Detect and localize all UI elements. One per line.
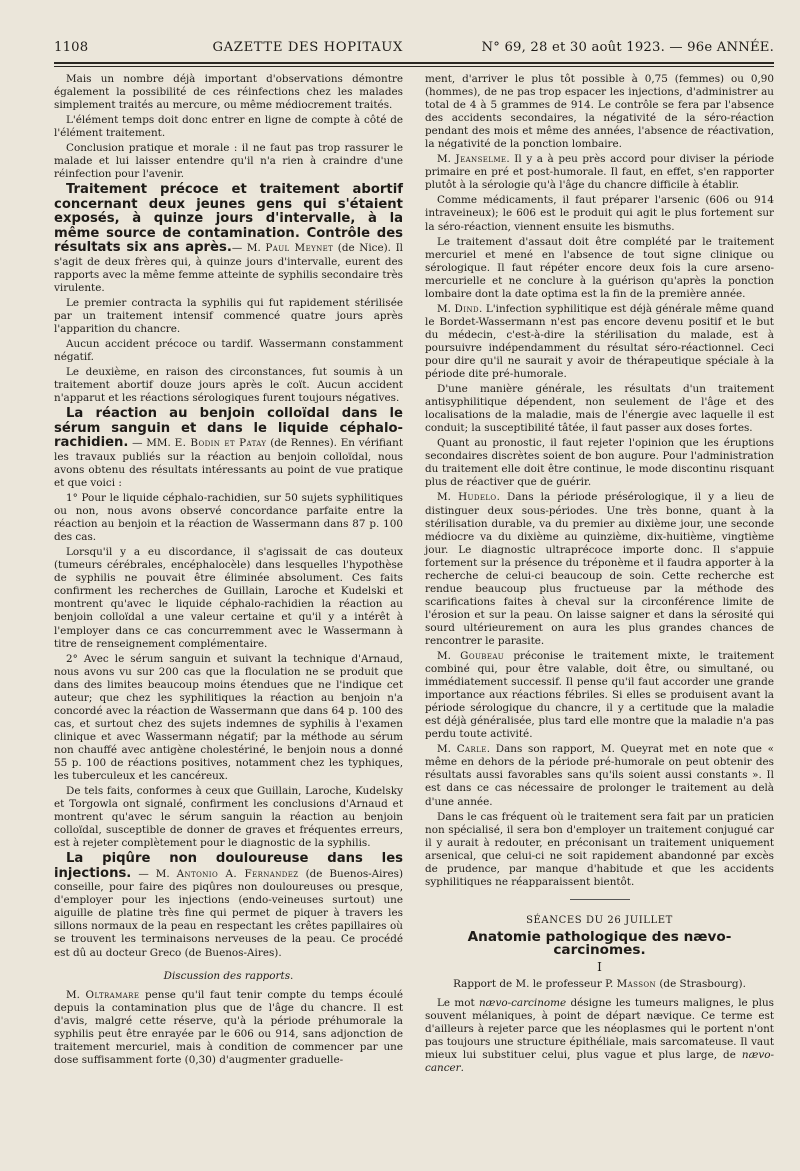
- author-prefix: M.: [437, 491, 459, 504]
- paragraph-text: .: [460, 1062, 464, 1075]
- author-name: Carle: [456, 743, 487, 756]
- paragraph: Le traitement d'assaut doit être complété par le traitement mercuriel et mené en l'absence de tout signe clinique ou sérologique. Il faut répéter encore deux fois la cure arseno-mercurielle et ne conclure à la guérison qu'après la ponction lombaire dont la date optima est la fin de la première année.: [425, 235, 774, 300]
- part-number: I: [597, 960, 602, 974]
- paragraph: [425, 153, 774, 192]
- paragraph-text: . L'infection syphilitique est déjà générale même quand le Bordet-Wassermann n'est pas encore devenu positif et le but du médecin, c'est-à-dire la stérilisation du malade, est à poursuivre indépendamment du résultat séro-réactionnel. Ceci pour dire qu'il ne saurait y avoir de thérapeutique spéciale à la période dite pré-humorale.: [425, 302, 775, 381]
- paragraph: Dans le cas fréquent où le traitement sera fait par un praticien non spécialisé, il sera bon d'employer un traitement conjugué car il y aurait à redouter, en préconisant un traitement uniquement arsenical, que celui-ci ne soit rapidement abandonné par excès de prudence, par manque d'habitude et que les accidents syphilitiques ne réapparaissent bientôt.: [425, 810, 774, 888]
- paragraph: Le premier contracta la syphilis qui fut rapidement stérilisée par un traitement intensif commencé quatre jours après l'apparition du chancre.: [54, 297, 403, 336]
- journal-title: GAZETTE DES HOPITAUX: [212, 40, 403, 55]
- page-header: [54, 40, 774, 56]
- paragraph: Comme médicaments, il faut préparer l'arsenic (606 ou 914 intraveineux); le 606 est le produit qui agit le plus fortement sur la séro-réaction, viennent ensuite les bismuths.: [425, 194, 774, 233]
- section-lead: (de Nice). Il s'agit de deux frères qui, à quinze jours d'intervalle, eurent des rapports avec la même femme atteinte de syphilis secondaire très virulente.: [54, 242, 403, 294]
- author-name: Jeanselme: [455, 153, 507, 166]
- author-prefix: M.: [437, 650, 461, 663]
- section-lead: (de Buenos-Aires) conseille, pour faire des piqûres non douloureuses ou presque, d'employer pour les injections (endo-veineuses surtout) une aiguille de platine très fine qui permet de piquer à travers les sillons normaux de la peau en respectant les crêtes papillaires où se trouvent les terminaisons nerveuses de la peau. Ce procédé est dû au docteur Greco (de Buenos-Aires).: [54, 867, 404, 959]
- author-prefix: — MM.: [128, 437, 175, 450]
- term: nævo-carcinome: [478, 997, 567, 1010]
- paragraph-text: Le mot: [437, 997, 479, 1010]
- paragraph-text: . Dans la période présérologique, il y a lieu de distinguer deux sous-périodes. Une très bonne, quant à la stérilisation durable, va du premier au dixième jour, une seconde médiocre va du dixième au quinzième, dix-huitième, vingtième jour. Le diagnostic ultraprécoce importe donc. Il s'appuie fortement sur la présence du tréponème et il faudra apporter à la recherche de celui-ci beaucoup de soin. Cette recherche est rendue beaucoup plus fructueuse par la méthode des scarifications faites à cheval sur la circonférence limite de l'érosion et sur la peau. On laisse saigner et dans la sérosité qui sourd ultérieurement on aura les plus grandes chances de rencontrer le parasite.: [425, 491, 774, 647]
- report-byline: [425, 978, 774, 991]
- paragraph: Le deuxième, en raison des circonstances, fut soumis à un traitement abortif douze jours après le coït. Aucun accident n'apparut et les réactions sérologiques furent toujours négatives.: [54, 366, 403, 405]
- section-benjoin-reaction: [54, 407, 403, 490]
- section-early-treatment: [54, 183, 403, 295]
- discussion-heading: Discussion des rapports.: [163, 969, 294, 982]
- section-lead: (de Rennes). En vérifiant les travaux publiés sur la réaction au benjoin colloïdal, nous avons obtenu des résultats intéressants au point de vue pratique et que voici :: [54, 437, 403, 489]
- author-name: E. Bodin et Patay: [174, 437, 267, 450]
- page-number: 1108: [54, 40, 89, 55]
- section-title: Traitement précoce et traitement abortif concernant deux jeunes gens qui s'étaient exposés, à quinze jours d'intervalle, à la même source de contamination. Contrôle des résultats six ans après.: [54, 182, 403, 256]
- text-columns: [54, 73, 774, 1077]
- paragraph: [425, 743, 774, 808]
- author-name: Goubeau: [460, 650, 505, 663]
- section-title: La réaction au benjoin colloïdal dans le sérum sanguin et dans le liquide céphalo-rachidien.: [54, 406, 403, 451]
- paragraph: Quant au pronostic, il faut rejeter l'opinion que les éruptions secondaires discrètes soient de bon augure. Pour l'administration du traitement elle doit être continue, le mode discontinu risquant plus de réactiver que de guérir.: [425, 437, 774, 489]
- paragraph-text: . Dans son rapport, M. Queyrat met en note que « même en dehors de la période pré-humorale on peut obtenir des résultats aussi favorables sans qu'ils soient aussi constants ». Il est dans ce cas nécessaire de prolonger le traitement au delà d'une année.: [425, 743, 775, 808]
- separator-rule: [570, 899, 630, 900]
- paragraph-text: désigne les tumeurs malignes, le plus souvent mélaniques, à point de départ nævique. Ce terme est d'ailleurs à rejeter parce que les néoplasmes qui le portent n'ont pas toujours une structure épithéliale, mais sarcomateuse. Il vaut mieux lui substituer celui, plus vague et plus large, de: [425, 997, 774, 1062]
- author-prefix: — M.: [131, 867, 177, 880]
- right-column: [425, 73, 774, 1077]
- header-rule-thin: [54, 66, 774, 67]
- paragraph: Lorsqu'il y a eu discordance, il s'agissait de cas douteux (tumeurs cérébrales, encéphalocèle) dans lesquelles l'hypothèse de syphilis ne pouvait être éliminée absolument. Ces faits confirment les recherches de Guillain, Laroche et Kudelski et montrent qu'avec le liquide céphalo-rachidien la réaction au benjoin colloïdal a une valeur certaine et qu'il y a intérêt à l'employer dans ce cas concurremment avec le Wassermann à titre de renseignement complémentaire.: [54, 546, 403, 650]
- author-name: Paul Meynet: [265, 242, 334, 255]
- section-painless-injection: [54, 852, 403, 959]
- paragraph: 1° Pour le liquide céphalo-rachidien, sur 50 sujets syphilitiques ou non, nous avons observé concordance parfaite entre la réaction au benjoin et la réaction de Wassermann dans 87 p. 100 des cas.: [54, 492, 403, 544]
- header-rule: [54, 62, 774, 64]
- author-prefix: — M.: [231, 242, 266, 255]
- author-prefix: M.: [437, 153, 456, 166]
- paragraph-text: pense qu'il faut tenir compte du temps écoulé depuis la contamination plus que de l'âge du chancre. Il est d'avis, malgré cette réserve, qu'à la période préhumorale la syphilis peut être enrayée par le 606 ou 914, sans adjonction de traitement mercuriel, mais à condition de commencer par une dose suffisamment forte (0,30) d'augmenter graduelle-: [54, 988, 403, 1066]
- byline-prefix: Rapport de M. le professeur P.: [453, 978, 617, 991]
- session-heading: SÉANCES DU 26 JUILLET: [526, 914, 673, 926]
- paragraph-text: préconise le traitement mixte, le traitement combiné qui, pour être valable, doit être, ou simultané, ou immédiatement successif. Il pense qu'il faut accorder une grande importance aux réactions fébriles. Si elles se produisent avant la période sérologique du chancre, il y a certitude que la maladie est déjà généralisée, plus tard elle montre que la maladie n'a pas perdu toute activité.: [425, 650, 774, 741]
- term: nævo-cancer: [425, 1049, 774, 1075]
- paragraph: [425, 491, 774, 648]
- author-name: Antonio A. Fernandez: [176, 867, 299, 880]
- author-name: Dind: [454, 302, 479, 315]
- author-name: Hudelo: [458, 491, 497, 504]
- paragraph: [425, 997, 774, 1075]
- author-prefix: M.: [437, 302, 455, 315]
- byline-suffix: (de Strasbourg).: [656, 978, 746, 991]
- author-name: Oltramare: [85, 988, 140, 1001]
- paragraph: [54, 989, 403, 1067]
- paragraph: [425, 650, 774, 741]
- issue-info: N° 69, 28 et 30 août 1923. — 96e ANNÉE.: [481, 40, 774, 55]
- section-title: La piqûre non douloureuse dans les injections.: [54, 851, 403, 881]
- paragraph-text: . Il y a à peu près accord pour diviser la période primaire en pré et post-humorale. Il faut, en effet, s'en rapporter plutôt à la sérologie qu'à l'âge du chancre difficile à établir.: [425, 153, 774, 192]
- paragraph: Mais un nombre déjà important d'observations démontre également la possibilité de ces réinfections chez les malades simplement traités au mercure, ou même médiocrement traités.: [54, 73, 403, 112]
- paragraph: De tels faits, conformes à ceux que Guillain, Laroche, Kudelsky et Torgowla ont signalé, confirment les conclusions d'Arnaud et montrent qu'avec le sérum sanguin la réaction au benjoin colloïdal, susceptible de donner de graves et fréquentes erreurs, est à rejeter complètement pour le diagnostic de la syphilis.: [54, 785, 403, 850]
- paragraph: L'élément temps doit donc entrer en ligne de compte à côté de l'élément traitement.: [54, 114, 403, 140]
- author-name: Masson: [616, 978, 657, 991]
- paragraph: Aucun accident précoce ou tardif. Wassermann constamment négatif.: [54, 338, 403, 364]
- paragraph: 2° Avec le sérum sanguin et suivant la technique d'Arnaud, nous avons vu sur 200 cas que la floculation ne se produit que dans des limites beaucoup moins étendues que ne l'indique cet auteur; que chez les syphilitiques la réaction au benjoin n'a concordé avec la réaction de Wassermann que dans 64 p. 100 des cas, et surtout chez des sujets indemnes de syphilis à l'examen clinique et avec Wassermann négatif; par la méthode au sérum non chauffé avec antigène cholestériné, le benjoin nous a donné 55 p. 100 de réactions positives, notamment chez les typhiques, les tuberculeux et les cancéreux.: [54, 652, 403, 783]
- paragraph: D'une manière générale, les résultats d'un traitement antisyphilitique dépendent, non seulement de l'âge et des localisations de la maladie, mais de l'énergie avec laquelle il est conduit; la susceptibilité tâtée, il faut passer aux doses fortes.: [425, 383, 774, 435]
- paragraph: Conclusion pratique et morale : il ne faut pas trop rassurer le malade et lui laisser entendre qu'il n'a rien à craindre d'une réinfection pour l'avenir.: [54, 142, 403, 181]
- article-title: Anatomie pathologique des nævo-carcinomes.: [467, 928, 732, 958]
- paragraph: [425, 303, 774, 381]
- author-prefix: M.: [66, 988, 86, 1001]
- author-prefix: M.: [437, 743, 457, 756]
- left-column: [54, 73, 403, 1077]
- paragraph: ment, d'arriver le plus tôt possible à 0,75 (femmes) ou 0,90 (hommes), de ne pas trop espacer les injections, d'administrer au total de 4 à 5 grammes de 914. Le contrôle se fera par l'absence des accidents secondaires, la négativité de la séro-réaction pendant des mois et même des années, l'absence de réactivation, la négativité de la ponction lombaire.: [425, 73, 774, 151]
